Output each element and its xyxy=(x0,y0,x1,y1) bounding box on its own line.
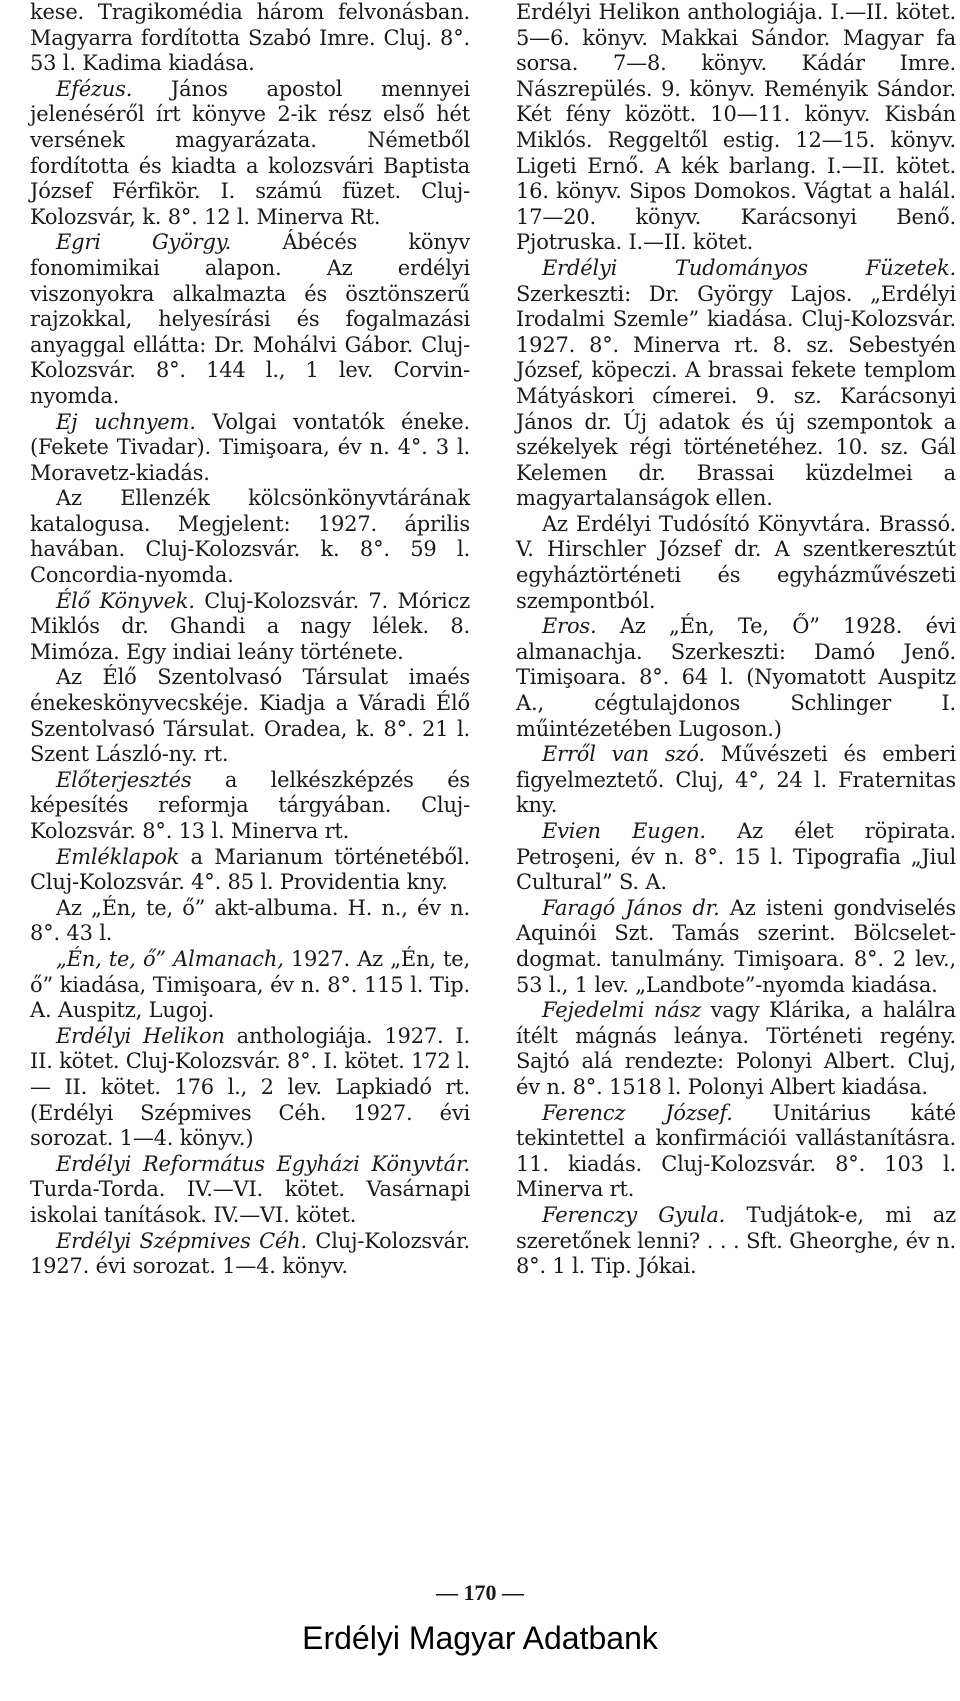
bibliography-entry xyxy=(516,742,956,819)
entry-text: kese. Tragikomédia három felvonásban. Magyarra fordította Szabó Imre. Cluj. 8°. 53 l. Kadima kiadása. xyxy=(30,0,470,76)
bibliography-entry xyxy=(516,614,956,742)
bibliography-entry xyxy=(30,410,470,487)
entry-text: Ábécés könyv fonomimikai alapon. Az erdélyi viszonyokra alkalmazta és ösztönszerű rajzokkal, helyesírási és fogalmazási anyaggal ellátta: Dr. Mohálvi Gábor. Cluj-Kolozsvár. 8°. 144 l., 1 lev. Corvin-nyomda. xyxy=(30,230,470,408)
entry-text: Cluj-Kolozsvár. 7. Móricz Miklós dr. Ghandi a nagy lélek. 8. Mimóza. Egy indiai leány története. xyxy=(30,588,471,664)
entry-text: Szerkeszti: Dr. György Lajos. „Erdélyi Irodalmi Szemle” kiadása. Cluj-Kolozsvár. 1927. 8°. Minerva rt. 8. sz. Sebestyén József, köpeczi. A brassai fekete templom Mátyáskori címerei. 9. sz. Karácsonyi János dr. Új adatok és új szempontok a székelyek régi történetéhez. 10. sz. Gál Kelemen dr. Brassai küzdelmei a magyartalanságok ellen. xyxy=(516,281,956,511)
entry-title: Egri György. xyxy=(56,230,232,255)
footer-watermark: Erdélyi Magyar Adatbank xyxy=(302,1620,658,1656)
entry-text: a lelkészképzés és képesítés reformja tárgyában. Cluj-Kolozsvár. 8°. 13 l. Minerva rt. xyxy=(30,767,470,843)
entry-text: 1927. Az „Én, te, ő” kiadása, Timişoara, év n. 8°. 115 l. Tip. A. Auspitz, Lugoj. xyxy=(30,946,470,1023)
entry-text: Az Élő Szentolvasó Társulat imaés énekeskönyvecskéje. Kiadja a Váradi Élő Szentolvasó Társulat. Oradea, k. 8°. 21 l. Szent László-ny. rt. xyxy=(30,665,470,767)
bibliography-entry xyxy=(30,589,470,666)
entry-title: Élő Könyvek. xyxy=(56,588,195,613)
bibliography-entry xyxy=(30,1024,470,1152)
entry-text: Cluj-Kolozsvár. 1927. évi sorozat. 1—4. könyv. xyxy=(30,1228,470,1279)
entry-title: Erről van szó. xyxy=(542,742,705,767)
bibliography-entry xyxy=(30,1152,470,1229)
entry-text: Az „Én, te, ő” akt-albuma. H. n., év n. 8°. 43 l. xyxy=(30,895,470,946)
entry-title: Erdélyi Tudományos Füzetek. xyxy=(542,255,956,280)
entry-text: Volgai vontatók éneke. (Fekete Tivadar). Timişoara, év n. 4°. 3 l. Moravetz-kiadás. xyxy=(30,409,470,485)
bibliography-entry xyxy=(30,1229,470,1280)
bibliography-entry xyxy=(30,0,470,77)
entry-title: Előterjesztés xyxy=(56,767,192,792)
entry-text: Művészeti és emberi figyelmeztető. Cluj, 4°, 24 l. Fraternitas kny. xyxy=(516,742,956,818)
bibliography-entry xyxy=(30,896,470,947)
entry-text: Erdélyi Helikon anthologiája. I.—II. kötet. 5—6. könyv. Makkai Sándor. Magyar fa sorsa. 7—8. könyv. Kádár Imre. Nászrepülés. 9. könyv. Reményik Sándor. Két fény között. 10—11. könyv. Kisbán Miklós. Reggeltől estig. 12—15. könyv. Ligeti Ernő. A kék barlang. I.—II. kötet. 16. könyv. Sipos Domokos. Vágtat a halál. 17—20. könyv. Karácsonyi Benő. Pjotruska. I.—II. kötet. xyxy=(516,0,956,255)
bibliography-entry xyxy=(516,998,956,1100)
entry-text: Az élet röpirata. Petroşeni, év n. 8°. 15 l. Tipografia „Jiul Cultural” S. A. xyxy=(516,819,956,895)
entry-text: Turda-Torda. IV.—VI. kötet. Vasárnapi iskolai tanítások. IV.—VI. kötet. xyxy=(30,1177,470,1227)
bibliography-entry xyxy=(516,896,956,998)
entry-text: anthologiája. 1927. I. II. kötet. Cluj-Kolozsvár. 8°. I. kötet. 172 l. — II. kötet. 176 l., 2 lev. Lapkiadó rt. (Erdélyi Szépmives Céh. 1927. évi sorozat. 1—4. könyv.) xyxy=(30,1023,470,1151)
bibliography-entry xyxy=(516,512,956,614)
bibliography-entry xyxy=(30,77,470,231)
entry-title: Emléklapok xyxy=(56,844,180,869)
bibliography-entry xyxy=(30,486,470,588)
bibliography-entry xyxy=(30,845,470,896)
entry-title: Eros. xyxy=(542,614,597,639)
bibliography-entry xyxy=(516,819,956,896)
entry-text: Az „Én, Te, Ő” 1928. évi almanachja. Szerkeszti: Damó Jenő. Timişoara. 8°. 64 l. (Nyomatott Auspitz A., cégtulajdonos Schlinger I. műintézetében Lugoson.) xyxy=(516,614,956,741)
bibliography-entry xyxy=(30,665,470,767)
entry-text: Unitárius káté tekintettel a konfirmációi vallástanításra. 11. kiadás. Cluj-Kolozsvár. 8°. 103 l. Minerva rt. xyxy=(516,1100,957,1202)
left-column xyxy=(30,0,470,1280)
entry-title: „Én, te, ő” Almanach, xyxy=(56,946,284,971)
entry-title: Efézus. xyxy=(56,76,133,101)
entry-title: Ferenczy Gyula. xyxy=(542,1202,726,1227)
entry-text: Az Ellenzék kölcsönkönyvtárának katalogusa. Megjelent: 1927. április havában. Cluj-Kolozsvár. k. 8°. 59 l. Concordia-nyomda. xyxy=(30,486,470,588)
entry-title: Ferencz József. xyxy=(542,1100,733,1125)
bibliography-entry xyxy=(30,947,470,1024)
entry-title: Erdélyi Helikon xyxy=(56,1023,225,1048)
entry-title: Erdélyi Református Egyházi Könyvtár. xyxy=(56,1151,470,1176)
entry-title: Erdélyi Szépmives Céh. xyxy=(56,1228,307,1253)
entry-title: Fejedelmi nász xyxy=(542,998,701,1023)
bibliography-entry xyxy=(516,0,956,256)
bibliography-entry xyxy=(516,1203,956,1280)
bibliography-entry xyxy=(30,230,470,409)
bibliography-entry xyxy=(30,768,470,845)
entry-text: Az isteni gondviselés Aquinói Szt. Tamás szerint. Bölcselet-dogmat. tanulmány. Timişoara. 8°. 2 lev., 53 l., 1 lev. „Landbote”-nyomda kiadása. xyxy=(516,895,956,997)
page-number: — 170 — xyxy=(436,1580,524,1605)
entry-title: Evien Eugen. xyxy=(542,819,706,843)
bibliography-entry xyxy=(516,1101,956,1203)
entry-text: Tudjátok-e, mi az szeretőnek lenni? . . . Sft. Gheorghe, év n. 8°. 1 l. Tip. Jókai. xyxy=(516,1202,956,1279)
entry-text: a Marianum történetéből. Cluj-Kolozsvár. 4°. 85 l. Providentia kny. xyxy=(30,844,470,895)
entry-text: János apostol mennyei jelenéséről írt könyve 2-ik rész első hét versének magyarázata. Németből fordította és kiadta a kolozsvári Baptista József Férfikör. I. számú füzet. Cluj-Kolozsvár, k. 8°. 12 l. Minerva Rt. xyxy=(30,76,470,229)
entry-title: Faragó János dr. xyxy=(542,895,720,920)
bibliography-entry xyxy=(516,256,956,512)
entry-text: vagy Klárika, a halálra ítélt mágnás leánya. Történeti regény. Sajtó alá rendezte: Polonyi Albert. Cluj, év n. 8°. 1518 l. Polonyi Albert kiadása. xyxy=(516,998,956,1099)
entry-text: Az Erdélyi Tudósító Könyvtára. Brassó. V. Hirschler József dr. A szentkeresztút egyháztörténeti és egyházművészeti szempontból. xyxy=(516,511,956,613)
entry-title: Ej uchnyem. xyxy=(56,409,196,434)
right-column xyxy=(516,0,956,1280)
